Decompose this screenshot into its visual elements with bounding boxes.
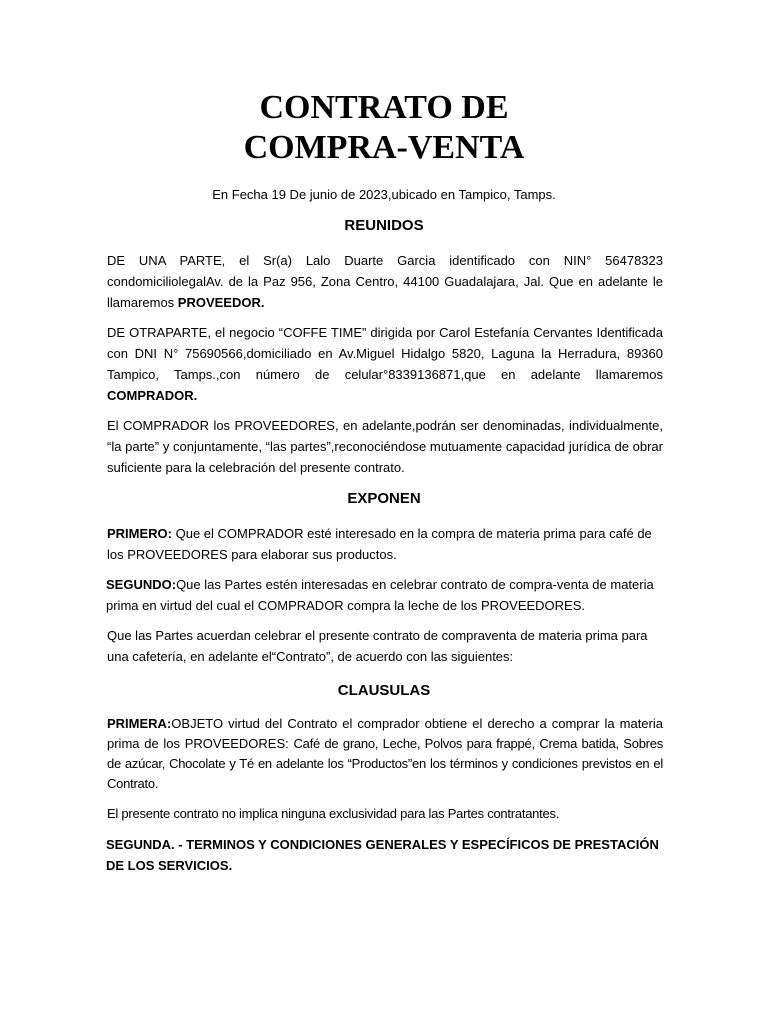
heading-reunidos: REUNIDOS [344, 217, 424, 234]
role-proveedor: PROVEEDOR. [177, 295, 265, 310]
paragraph-primera [107, 714, 663, 794]
paragraph-segundo [106, 574, 666, 616]
paragraph-una-parte-text: DE UNA PARTE, el Sr(a) Lalo Duarte Garcia identificado con NIN° 56478323 condomiciliolegalAv. de la Paz 956, Zona Centro, 44100 Guadalajara, Jal. Que en adelante le llamaremos [107, 253, 663, 310]
paragraph-partes: El COMPRADOR los PROVEEDORES, en adelante,podrán ser denominadas, individualmente, “la parte” y conjuntamente, “las partes”,reconociéndose mutuamente capacidad jurídica de obrar suficiente para la celebración del presente contrato. [107, 418, 663, 475]
paragraph-otra-parte [107, 322, 663, 406]
date-line: En Fecha 19 De junio de 2023,ubicado en Tampico, Tamps. [212, 187, 556, 202]
paragraph-primero-text: Que el COMPRADOR esté interesado en la compra de materia prima para café de los PROVEEDORES para elaborar sus productos. [107, 526, 652, 562]
paragraph-primero [107, 523, 663, 565]
label-primera: PRIMERA: [107, 716, 172, 731]
paragraph-primera-text-1: OBJETO virtud del Contrato el comprador obtiene el derecho a comprar la materia prima de los PROVEEDORES: [107, 716, 663, 751]
heading-clausulas: CLAUSULAS [337, 682, 431, 699]
title-line-2: COMPRA-VENTA [243, 129, 525, 166]
paragraph-exclusividad: El presente contrato no implica ninguna exclusividad para las Partes contratantes. [107, 806, 560, 821]
paragraph-primera-text-2: Café de grano, Leche, Polvos para frappé, Crema batida, Sobres de azúcar, Chocolate y Té en adelante los “Productos”en los términos y condiciones previstos en el Contrato. [107, 736, 663, 791]
paragraph-acuerdo: Que las Partes acuerdan celebrar el presente contrato de compraventa de materia prima para una cafetería, en adelante el“Contrato”, de acuerdo con las siguientes: [107, 628, 648, 664]
title-line-1: CONTRATO DE [259, 89, 509, 126]
heading-exponen: EXPONEN [347, 490, 421, 507]
paragraph-segunda: SEGUNDA. - TERMINOS Y CONDICIONES GENERALES Y ESPECÍFICOS DE PRESTACIÓN DE LOS SERVICIOS. [106, 837, 659, 873]
role-comprador: COMPRADOR. [107, 388, 198, 403]
label-primero: PRIMERO: [107, 526, 172, 541]
document-title [0, 88, 768, 168]
paragraph-otra-parte-text: DE OTRAPARTE, el negocio “COFFE TIME” dirigida por Carol Estefanía Cervantes Identificada con DNI N° 75690566,domiciliado en Av.Miguel Hidalgo 5820, Laguna la Herradura, 89360 Tampico, Tamps.,con número de celular°8339136871,que en adelante llamaremos [107, 325, 663, 382]
paragraph-segundo-text: Que las Partes estén interesadas en celebrar contrato de compra-venta de materia prima en virtud del cual el COMPRADOR compra la leche de los PROVEEDORES. [106, 577, 654, 613]
label-segundo: SEGUNDO: [106, 577, 177, 592]
paragraph-una-parte [107, 250, 663, 313]
